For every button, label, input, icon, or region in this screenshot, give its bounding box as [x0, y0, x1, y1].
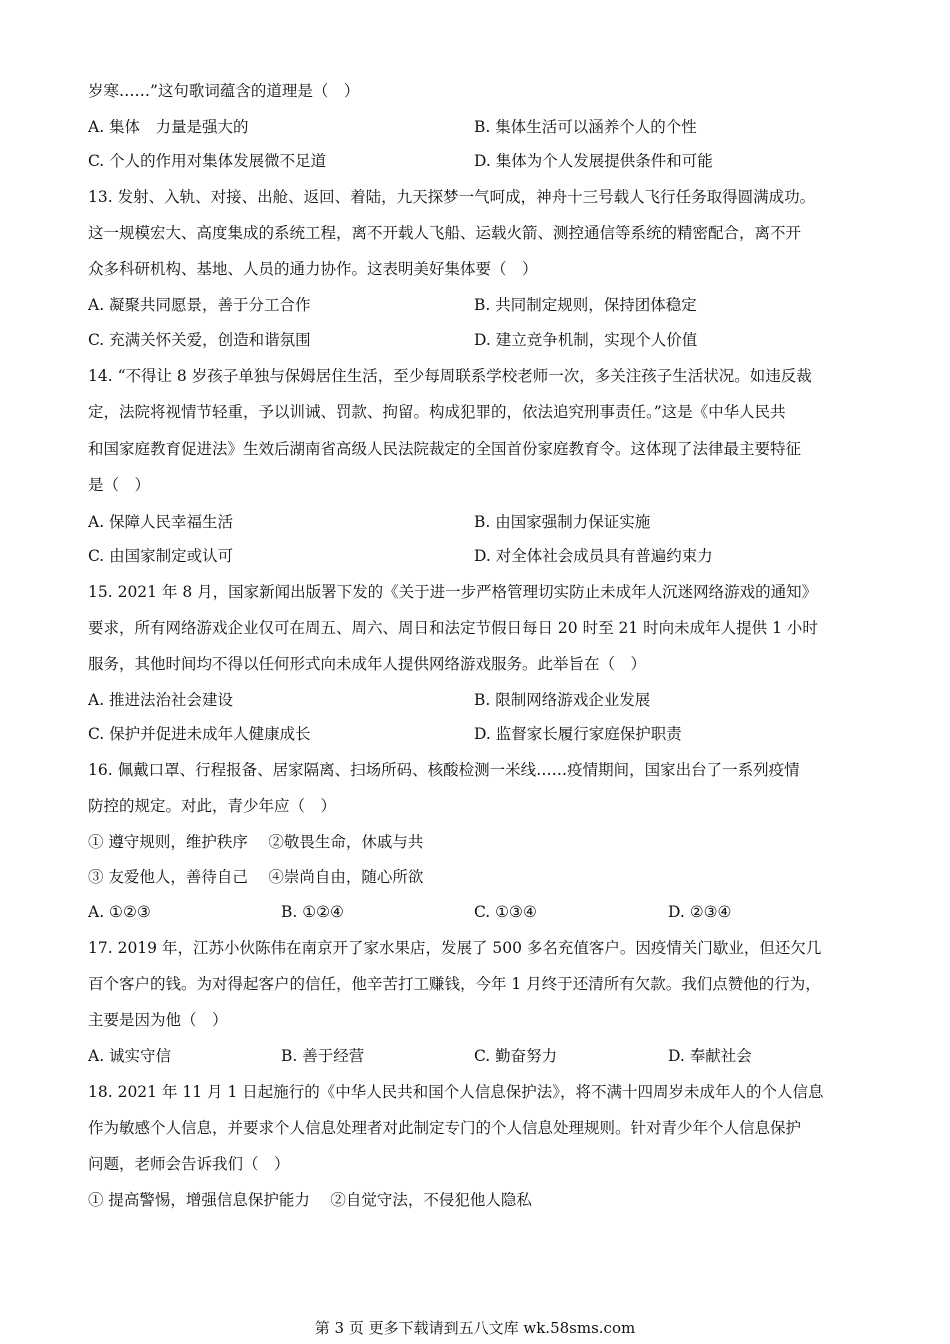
- q13-option-d: D. 建立竞争机制，实现个人价值: [474, 331, 698, 349]
- q14-option-d: D. 对全体社会成员具有普遍约束力: [474, 547, 713, 565]
- q18-stem-line-2: 作为敏感个人信息，并要求个人信息处理者对此制定专门的个人信息处理规则。针对青少年个人信息保护: [88, 1119, 802, 1137]
- q14-stem-line-4: 是（ ）: [88, 476, 151, 494]
- q13-option-b: B. 共同制定规则，保持团体稳定: [474, 296, 697, 314]
- q12-option-b: B. 集体生活可以涵养个人的个性: [474, 118, 697, 136]
- q14-option-a: A. 保障人民幸福生活: [88, 513, 234, 531]
- q12-stem: 岁寒……”这句歌词蕴含的道理是（ ）: [88, 82, 360, 100]
- q15-option-c: C. 保护并促进未成年人健康成长: [88, 725, 311, 743]
- q17-option-c: C. 勤奋努力: [474, 1047, 558, 1065]
- q17-option-b: B. 善于经营: [281, 1047, 365, 1065]
- q13-option-a: A. 凝聚共同愿景，善于分工合作: [88, 296, 311, 314]
- q13-stem-line-1: 13. 发射、入轨、对接、出舱、返回、着陆，九天探梦一气呵成，神舟十三号载人飞行任务取得圆满成功。: [88, 188, 816, 206]
- q15-option-d: D. 监督家长履行家庭保护职责: [474, 725, 682, 743]
- q16-option-d: D. ②③④: [668, 903, 732, 921]
- q16-stem-line-1: 16. 佩戴口罩、行程报备、居家隔离、扫场所码、核酸检测一米线……疫情期间，国家出台了一系列疫情: [88, 761, 800, 779]
- q13-option-c: C. 充满关怀关爱，创造和谐氛围: [88, 331, 311, 349]
- q13-stem-line-3: 众多科研机构、基地、人员的通力协作。这表明美好集体要（ ）: [88, 260, 538, 278]
- q15-stem-line-3: 服务，其他时间均不得以任何形式向未成年人提供网络游戏服务。此举旨在（ ）: [88, 655, 647, 673]
- q16-option-b: B. ①②④: [281, 903, 344, 921]
- q12-option-c: C. 个人的作用对集体发展微不足道: [88, 152, 327, 170]
- q16-statements-2: ③ 友爱他人，善待自己 ④崇尚自由，随心所欲: [88, 868, 424, 886]
- q14-stem-line-3: 和国家庭教育促进法》生效后湖南省高级人民法院裁定的全国首份家庭教育令。这体现了法律最主要特征: [88, 440, 802, 458]
- q15-stem-line-1: 15. 2021 年 8 月，国家新闻出版署下发的《关于进一步严格管理切实防止未成年人沉迷网络游戏的通知》: [88, 583, 818, 601]
- q15-stem-line-2: 要求，所有网络游戏企业仅可在周五、周六、周日和法定节假日每日 20 时至 21 时向未成年人提供 1 小时: [88, 619, 818, 637]
- q12-option-a: A. 集体 力量是强大的: [88, 118, 249, 136]
- q16-option-c: C. ①③④: [474, 903, 537, 921]
- q18-stem-line-3: 问题，老师会告诉我们（ ）: [88, 1155, 290, 1173]
- q15-option-a: A. 推进法治社会建设: [88, 691, 234, 709]
- q17-stem-line-2: 百个客户的钱。为对得起客户的信任，他辛苦打工赚钱，今年 1 月终于还清所有欠款。我们点赞他的行为，: [88, 975, 821, 993]
- q17-option-a: A. 诚实守信: [88, 1047, 172, 1065]
- q16-statements-1: ① 遵守规则，维护秩序 ②敬畏生命，休戚与共: [88, 833, 424, 851]
- q14-stem-line-2: 定，法院将视情节轻重，予以训诫、罚款、拘留。构成犯罪的，依法追究刑事责任。”这是《中华人民共: [88, 403, 786, 421]
- q17-stem-line-3: 主要是因为他（ ）: [88, 1011, 228, 1029]
- q17-stem-line-1: 17. 2019 年，江苏小伙陈伟在南京开了家水果店，发展了 500 多名充值客户。因疫情关门歇业，但还欠几: [88, 939, 822, 957]
- q12-option-d: D. 集体为个人发展提供条件和可能: [474, 152, 713, 170]
- page-footer: 第 3 页 更多下载请到五八文库 wk.58sms.com: [314, 1319, 636, 1337]
- q16-stem-line-2: 防控的规定。对此，青少年应（ ）: [88, 797, 337, 815]
- q18-statements-1: ① 提高警惕，增强信息保护能力 ②自觉守法，不侵犯他人隐私: [88, 1191, 532, 1209]
- q14-option-c: C. 由国家制定或认可: [88, 547, 234, 565]
- q13-stem-line-2: 这一规模宏大、高度集成的系统工程，离不开载人飞船、运载火箭、测控通信等系统的精密配合，离不开: [88, 224, 802, 242]
- q15-option-b: B. 限制网络游戏企业发展: [474, 691, 651, 709]
- q17-option-d: D. 奉献社会: [668, 1047, 752, 1065]
- q16-option-a: A. ①②③: [88, 903, 151, 921]
- q14-option-b: B. 由国家强制力保证实施: [474, 513, 651, 531]
- q18-stem-line-1: 18. 2021 年 11 月 1 日起施行的《中华人民共和国个人信息保护法》，将不满十四周岁未成年人的个人信息: [88, 1083, 824, 1101]
- q14-stem-line-1: 14. “不得让 8 岁孩子单独与保姆居住生活，至少每周联系学校老师一次，多关注孩子生活状况。如违反裁: [88, 367, 812, 385]
